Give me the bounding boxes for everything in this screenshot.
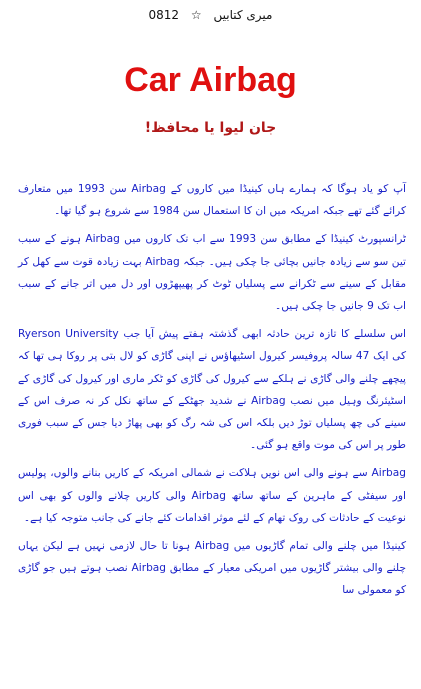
paragraph: اس سلسلے کا تازہ ترین حادثہ ابھی گذشتہ ہفتے پیش آیا جب Ryerson University کی ایک 47 سالہ پروفیسر کیرول اسٹیھاؤس نے اپنی گاڑی کو لال بتی پر روکا ہی تھا کہ پیچھے چلنے والی گاڑی نے ہلکے سے کیرول کی گاڑی کو ٹکر ماری اور کیرول کی گاڑی کے اسٹیئرنگ وہیل میں نصب Airbag نے شدید جھٹکے کے ساتھ نکل کر نہ صرف اس کے سینے کی چھ پسلیاں توڑ دیں بلکہ اس کی شہ رگ کو بھی پھاڑ دیا جس کے سبب فوری طور پر اس کی موت واقع ہو گئی۔: [18, 328, 406, 452]
article-body: [18, 178, 406, 608]
paragraph: ٹرانسپورٹ کینیڈا کے مطابق سن 1993 سے اب تک کاروں میں Airbag ہونے کے سبب تین سو سے زیادہ جانیں بچائی جا چکی ہیں۔ جبکہ Airbag بہت زیادہ قوت سے کھل کر مقابل کے سینے سے ٹکرانے سے پسلیاں ٹوٹ کر پھیپھڑوں اور دل میں اتر جانے کے سبب اب تک 9 جانیں جا چکی ہیں۔: [18, 233, 407, 313]
article-title: Car Airbag: [124, 61, 297, 99]
site-name: میری کتابیں: [213, 8, 273, 22]
article-subtitle: جان لیوا یا محافظ!: [144, 120, 277, 136]
article-number: 0812: [148, 8, 180, 22]
paragraph: آپ کو یاد ہوگا کہ ہمارے ہاں کینیڈا میں کاروں کے Airbag سن 1993 میں متعارف کرائے گئے تھے جبکہ امریکہ میں ان کا استعمال سن 1984 سے شروع ہو گیا تھا۔: [18, 183, 406, 218]
star-icon: ☆: [190, 8, 202, 22]
page-header: [0, 8, 421, 22]
paragraph: Airbag سے ہونے والی اس نویں ہلاکت نے شمالی امریکہ کے کاریں بنانے والوں، پولیس اور سیفٹی کے ماہرین کے ساتھ ساتھ Airbag والی کاریں چلانے والوں کو بھی اس نوعیت کے حادثات کی روک تھام کے لئے موثر اقدامات کئے جانے کی جانب متوجہ کیا ہے۔: [18, 467, 406, 524]
paragraph: کینیڈا میں چلنے والی تمام گاڑیوں میں Airbag ہونا تا حال لازمی نہیں ہے لیکن یہاں چلنے والی بیشتر گاڑیوں میں امریکی معیار کے مطابق Airbag نصب ہوتے ہیں جو گاڑی کو معمولی سا: [18, 540, 406, 597]
